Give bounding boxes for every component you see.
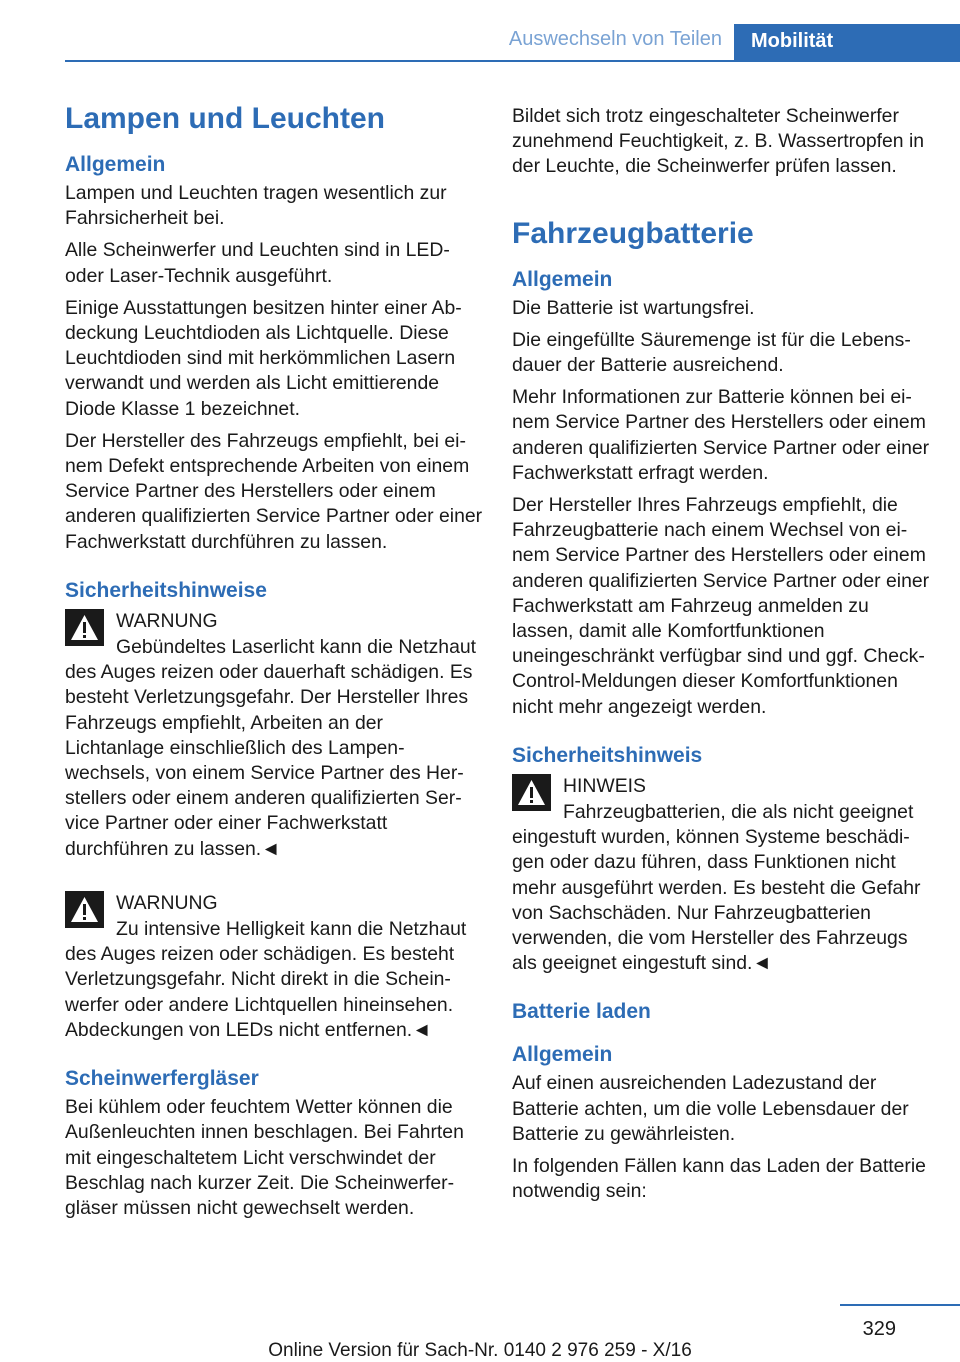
notice-label: HINWEIS [563,774,646,797]
warning-triangle-icon [65,891,104,928]
warning-triangle-icon [65,609,104,646]
paragraph: Auf einen ausreichenden Ladezustand der Batterie achten, um die volle Lebensdauer der Batterie zu gewährleisten. [512,1072,909,1145]
paragraph: Alle Scheinwerfer und Leuchten sind in LED- oder Laser-Technik ausgeführt. [65,239,450,287]
subheading-general: Allgemein [512,267,613,291]
notice-block [512,774,930,977]
subheading-safety: Sicherheitshinweis [512,743,703,767]
warning-text: Gebündeltes Laserlicht kann die Netzhaut des Auges reizen oder dauerhaft schädigen. Es besteht Verletzungsgefahr. Der Hersteller Ihres Fahrzeugs empfiehlt, Arbeiten an der Lichtanlage einschließlich des Lampenwechsels, von einem Service Partner des Herstellers oder einem anderen qualifizierten Service Partner oder einer Fachwerkstatt durchführen zu lassen.◄ [65,636,477,860]
subheading-headlight-glass: Scheinwerfergläser [65,1067,259,1091]
paragraph: Der Hersteller Ihres Fahrzeugs empfiehlt, die Fahrzeugbatterie nach einem Wechsel von einem Service Partner des Herstellers oder einem anderen qualifizierten Service Partner oder einer Fachwerkstatt am Fahrzeug anmelden zu lassen, damit alle Komfortfunktionen uneingeschränkt verfügbar sind und ggf. Check-Control-Meldungen dieser Komfortfunktionen nicht mehr angezeigt werden. [512,494,930,718]
paragraph: Mehr Informationen zur Batterie können bei einem Service Partner des Herstellers oder einem anderen qualifizierten Service Partner oder einer Fachwerkstatt erfragt werden. [512,386,930,484]
paragraph: Die eingefüllte Säuremenge ist für die Lebensdauer der Batterie ausreichend. [512,328,911,377]
page-number: 329 [862,1318,896,1340]
warning-label: WARNUNG [116,891,218,914]
right-column [512,104,930,1212]
notice-text: Fahrzeugbatterien, die als nicht geeignet eingestuft wurden, können Systeme beschädigen oder dazu führen, dass Funktionen nicht mehr ausgeführt werden. Es besteht die Gefahr von Sachschäden. Nur Fahrzeugbatterien verwenden, die vom Hersteller des Fahrzeugs als geeignet eingestuft sind.◄ [512,801,921,975]
paragraph: Lampen und Leuchten tragen wesentlich zur Fahrsicherheit bei. [65,182,447,230]
warning-triangle-icon [512,774,551,811]
subheading-general: Allgemein [512,1043,613,1067]
footer-note: Online Version für Sach-Nr. 0140 2 976 259 - X/16 [268,1340,692,1361]
header-section-title: Auswechseln von Teilen [508,28,722,50]
paragraph: Einige Ausstattungen besitzen hinter einer Abdeckung Leuchtdioden als Lichtquelle. Diese Leuchtdioden sind mit herkömmlichen Lasern verwandt und werden als Licht emittierende Diode Klasse 1 bezeichnet. [65,296,462,420]
paragraph: Der Hersteller des Fahrzeugs empfiehlt, bei einem Defekt entsprechende Arbeiten von einem Service Partner des Herstellers oder einem anderen qualifizierten Service Partner oder einer Fachwerkstatt durchführen zu lassen. [65,429,483,553]
warning-block [65,891,483,1043]
warning-block [65,609,483,862]
left-column [65,100,483,1228]
paragraph: Bildet sich trotz eingeschalteter Scheinwerfer zunehmend Feuchtigkeit, z. B. Wassertropfen in der Leuchte, die Scheinwerfer prüfen lassen. [512,105,925,178]
footer-rule [840,1304,960,1306]
warning-label: WARNUNG [116,609,218,632]
subheading-general: Allgemein [65,153,166,176]
subheading-battery-charging: Batterie laden [512,1000,651,1024]
section-title-lamps: Lampen und Leuchten [65,102,386,135]
paragraph: Die Batterie ist wartungsfrei. [512,296,755,319]
header-chapter-tab: Mobilität [734,24,960,61]
section-title-battery: Fahrzeugbatterie [512,216,754,250]
subheading-safety: Sicherheitshinweise [65,578,267,602]
paragraph: In folgenden Fällen kann das Laden der Batterie notwendig sein: [512,1155,926,1203]
paragraph: Bei kühlem oder feuchtem Wetter können die Außenleuchten innen beschlagen. Bei Fahrten mit eingeschaltetem Licht verschwindet der Beschlag nach kurzer Zeit. Die Scheinwerfergläser müssen nicht gewechselt werden. [65,1096,464,1219]
warning-text: Zu intensive Helligkeit kann die Netzhaut des Auges reizen oder schädigen. Es besteht Verletzungsgefahr. Nicht direkt in die Scheinwerfer oder andere Lichtquellen hineinsehen. Abdeckungen von LEDs nicht entfernen.◄ [65,918,467,1041]
